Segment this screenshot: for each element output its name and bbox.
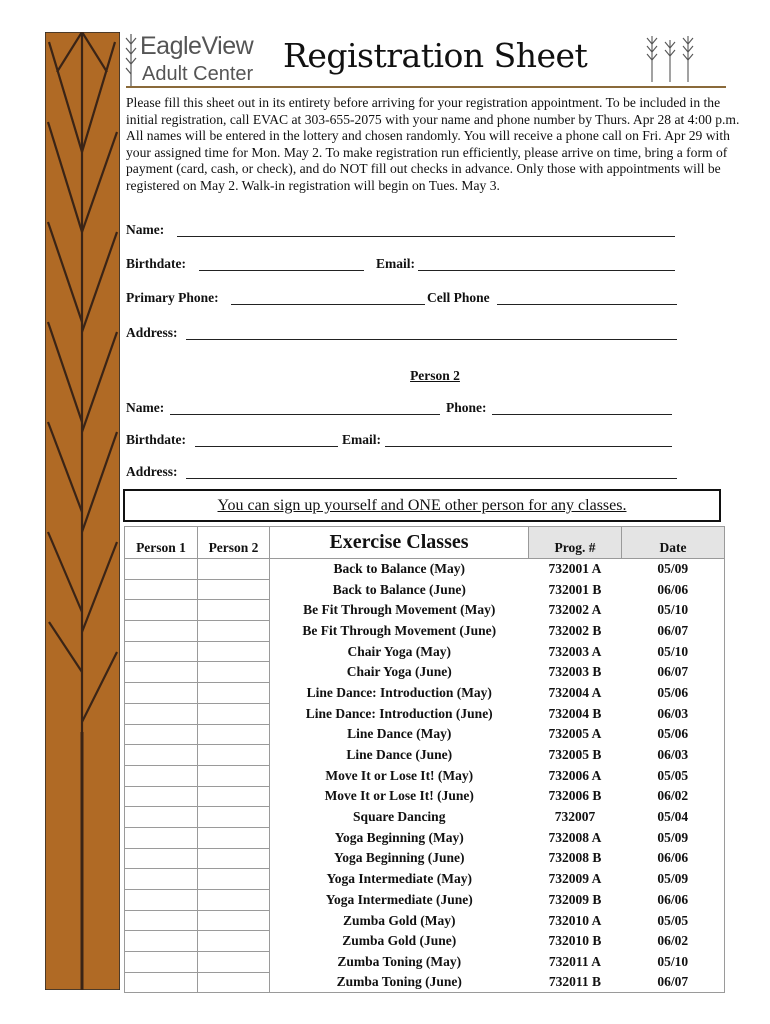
person2-checkbox-cell[interactable] bbox=[198, 848, 270, 869]
date-cell: 06/03 bbox=[622, 703, 725, 724]
date-cell: 05/04 bbox=[622, 807, 725, 828]
class-name-cell: Zumba Toning (May) bbox=[337, 953, 462, 969]
date-cell: 06/07 bbox=[622, 662, 725, 683]
date-cell: 06/07 bbox=[622, 972, 725, 993]
class-name-cell: Yoga Intermediate (May) bbox=[326, 871, 472, 887]
person2-address-field[interactable] bbox=[186, 478, 677, 479]
class-name-cell: Move It or Lose It! (May) bbox=[325, 767, 474, 783]
person1-checkbox-cell[interactable] bbox=[125, 890, 198, 911]
class-name-cell: Zumba Toning (June) bbox=[270, 972, 529, 993]
date-cell: 05/10 bbox=[622, 600, 725, 621]
prog-number-cell: 732010 A bbox=[548, 912, 602, 928]
table-row bbox=[125, 641, 725, 662]
class-name-cell: Yoga Intermediate (June) bbox=[325, 891, 473, 907]
person2-phone-label: Phone: bbox=[446, 400, 487, 415]
date-cell: 06/06 bbox=[622, 890, 725, 911]
person2-checkbox-cell[interactable] bbox=[198, 952, 270, 973]
prog-number-cell: 732001 A bbox=[548, 561, 602, 577]
person2-checkbox-cell[interactable] bbox=[198, 786, 270, 807]
person1-checkbox-cell[interactable] bbox=[125, 786, 198, 807]
person1-checkbox-cell[interactable] bbox=[125, 807, 198, 828]
date-cell: 05/10 bbox=[622, 641, 725, 662]
person2-checkbox-cell[interactable] bbox=[198, 910, 270, 931]
person2-header: Person 2 bbox=[198, 527, 270, 559]
person1-checkbox-cell[interactable] bbox=[125, 600, 198, 621]
prog-number-cell: 732009 B bbox=[548, 891, 602, 907]
class-name-cell: Back to Balance (May) bbox=[333, 561, 466, 577]
prog-number-cell: 732009 A bbox=[548, 871, 602, 887]
table-row bbox=[125, 621, 725, 642]
table-header-row bbox=[125, 527, 725, 559]
prog-number-cell: 732007 bbox=[554, 809, 596, 825]
table-row bbox=[125, 910, 725, 931]
person2-checkbox-cell[interactable] bbox=[198, 869, 270, 890]
primary-phone-label: Primary Phone: bbox=[126, 290, 219, 305]
person2-checkbox-cell[interactable] bbox=[198, 621, 270, 642]
table-row bbox=[125, 683, 725, 704]
birthdate-label: Birthdate: bbox=[126, 256, 186, 271]
person1-checkbox-cell[interactable] bbox=[125, 972, 198, 993]
classes-table bbox=[124, 526, 725, 993]
prog-number-cell: 732005 B bbox=[548, 747, 602, 763]
date-cell: 05/09 bbox=[622, 869, 725, 890]
person1-checkbox-cell[interactable] bbox=[125, 579, 198, 600]
date-cell: 05/10 bbox=[622, 952, 725, 973]
primary-phone-field[interactable] bbox=[231, 304, 425, 305]
email-label: Email: bbox=[376, 256, 415, 271]
class-name-cell: Chair Yoga (June) bbox=[346, 664, 452, 680]
person1-checkbox-cell[interactable] bbox=[125, 621, 198, 642]
date-header: Date bbox=[622, 527, 725, 559]
table-row bbox=[125, 559, 725, 580]
person1-checkbox-cell[interactable] bbox=[125, 703, 198, 724]
prog-number-cell: 732011 B bbox=[529, 972, 622, 993]
person2-checkbox-cell[interactable] bbox=[198, 890, 270, 911]
person1-checkbox-cell[interactable] bbox=[125, 910, 198, 931]
table-row bbox=[125, 745, 725, 766]
table-row bbox=[125, 848, 725, 869]
person1-checkbox-cell[interactable] bbox=[125, 724, 198, 745]
person1-checkbox-cell[interactable] bbox=[125, 765, 198, 786]
table-row bbox=[125, 890, 725, 911]
person1-checkbox-cell[interactable] bbox=[125, 952, 198, 973]
page-title: Registration Sheet bbox=[283, 36, 588, 75]
table-row bbox=[125, 952, 725, 973]
class-name-cell: Line Dance: Introduction (May) bbox=[306, 684, 492, 700]
prog-number-cell: 732004 A bbox=[548, 684, 602, 700]
person1-checkbox-cell[interactable] bbox=[125, 931, 198, 952]
prog-number-cell: 732004 B bbox=[548, 705, 602, 721]
person2-name-field[interactable] bbox=[170, 414, 440, 415]
class-name-cell: Be Fit Through Movement (May) bbox=[303, 602, 496, 618]
person2-phone-field[interactable] bbox=[492, 414, 672, 415]
date-cell: 05/05 bbox=[622, 910, 725, 931]
prog-number-cell: 732003 B bbox=[548, 664, 602, 680]
person2-checkbox-cell[interactable] bbox=[198, 683, 270, 704]
logo-text-line1: EagleView bbox=[140, 32, 254, 60]
person2-name-label: Name: bbox=[126, 400, 165, 415]
class-name-cell: Move It or Lose It! (June) bbox=[324, 788, 474, 804]
table-row bbox=[125, 600, 725, 621]
class-name-cell: Line Dance (May) bbox=[347, 726, 452, 742]
class-name-cell: Back to Balance (June) bbox=[332, 581, 466, 597]
table-row bbox=[125, 972, 725, 993]
prog-number-cell: 732008 B bbox=[548, 850, 602, 866]
person2-checkbox-cell[interactable] bbox=[198, 559, 270, 580]
prog-number-cell: 732011 A bbox=[548, 953, 602, 969]
person2-address-label: Address: bbox=[126, 464, 178, 479]
table-row bbox=[125, 765, 725, 786]
table-row bbox=[125, 807, 725, 828]
prog-number-cell: 732003 A bbox=[548, 643, 602, 659]
date-cell: 06/06 bbox=[622, 848, 725, 869]
prog-number-cell: 732001 B bbox=[548, 581, 602, 597]
tree-illustration bbox=[45, 32, 120, 990]
table-row bbox=[125, 724, 725, 745]
date-cell: 06/02 bbox=[622, 786, 725, 807]
class-name-cell: Zumba Gold (June) bbox=[342, 933, 457, 949]
table-row bbox=[125, 662, 725, 683]
person2-checkbox-cell[interactable] bbox=[198, 972, 270, 993]
person1-checkbox-cell[interactable] bbox=[125, 662, 198, 683]
date-cell: 05/09 bbox=[622, 559, 725, 580]
person2-checkbox-cell[interactable] bbox=[198, 807, 270, 828]
date-cell: 05/05 bbox=[622, 765, 725, 786]
person2-checkbox-cell[interactable] bbox=[198, 745, 270, 766]
person2-checkbox-cell[interactable] bbox=[198, 765, 270, 786]
prog-number-cell: 732002 A bbox=[548, 602, 602, 618]
person2-checkbox-cell[interactable] bbox=[198, 579, 270, 600]
person1-checkbox-cell[interactable] bbox=[125, 869, 198, 890]
person2-heading: Person 2 bbox=[410, 368, 460, 383]
email-field[interactable] bbox=[418, 270, 675, 271]
person1-checkbox-cell[interactable] bbox=[125, 827, 198, 848]
class-name-cell: Yoga Beginning (June) bbox=[333, 850, 465, 866]
tree-decoration-icon bbox=[640, 34, 720, 84]
table-row bbox=[125, 827, 725, 848]
prog-number-cell: 732010 B bbox=[548, 933, 602, 949]
logo-text-line2: Adult Center bbox=[142, 63, 254, 85]
person2-checkbox-cell[interactable] bbox=[198, 641, 270, 662]
class-name-cell: Chair Yoga (May) bbox=[347, 643, 451, 659]
person1-checkbox-cell[interactable] bbox=[125, 745, 198, 766]
prog-number-cell: 732006 A bbox=[548, 767, 602, 783]
person1-checkbox-cell[interactable] bbox=[125, 683, 198, 704]
person2-email-label: Email: bbox=[342, 432, 381, 447]
prog-number-cell: 732006 B bbox=[548, 788, 602, 804]
table-row bbox=[125, 703, 725, 724]
person2-birthdate-label: Birthdate: bbox=[126, 432, 186, 447]
date-cell: 06/07 bbox=[622, 621, 725, 642]
signup-notice-text: You can sign up yourself and ONE other person for any classes. bbox=[217, 497, 627, 514]
class-name-cell: Yoga Beginning (May) bbox=[334, 829, 464, 845]
person1-header: Person 1 bbox=[125, 527, 198, 559]
person2-checkbox-cell[interactable] bbox=[198, 827, 270, 848]
person2-checkbox-cell[interactable] bbox=[198, 724, 270, 745]
person1-checkbox-cell[interactable] bbox=[125, 559, 198, 580]
date-cell: 06/06 bbox=[622, 579, 725, 600]
date-cell: 05/09 bbox=[622, 827, 725, 848]
cell-phone-label: Cell Phone bbox=[427, 290, 490, 305]
person1-checkbox-cell[interactable] bbox=[125, 848, 198, 869]
name-field[interactable] bbox=[177, 236, 675, 237]
person2-checkbox-cell[interactable] bbox=[198, 600, 270, 621]
class-name-cell: Line Dance: Introduction (June) bbox=[305, 705, 493, 721]
prog-number-cell: 732008 A bbox=[548, 829, 602, 845]
intro-paragraph: Please fill this sheet out in its entirety before arriving for your registration appointment. To be included in the initial registration, call EVAC at 303-655-2075 with your name and phone number by Thurs. Apr 28 at 4:00 p.m. All names will be entered in the lottery and chosen randomly. You will receive a phone call on Fri. Apr 29 with your assigned time for Mon. May 2. To make registration run efficiently, please arrive on time, bring a form of payment (card, cash, or check), and do NOT fill out checks in advance. Only those with appointments will be registered on May 2. Walk-in registration will begin on Tues. May 3. bbox=[126, 95, 740, 193]
table-row bbox=[125, 931, 725, 952]
prog-number-header: Prog. # bbox=[529, 527, 622, 559]
class-name-cell: Be Fit Through Movement (June) bbox=[302, 622, 497, 638]
person2-checkbox-cell[interactable] bbox=[198, 662, 270, 683]
person1-checkbox-cell[interactable] bbox=[125, 641, 198, 662]
person2-checkbox-cell[interactable] bbox=[198, 931, 270, 952]
date-cell: 06/02 bbox=[622, 931, 725, 952]
table-row bbox=[125, 579, 725, 600]
date-cell: 05/06 bbox=[622, 724, 725, 745]
table-row bbox=[125, 869, 725, 890]
class-name-cell: Zumba Gold (May) bbox=[342, 912, 456, 928]
prog-number-cell: 732002 B bbox=[548, 622, 602, 638]
date-cell: 05/06 bbox=[622, 683, 725, 704]
person2-birthdate-field[interactable] bbox=[195, 446, 338, 447]
name-label: Name: bbox=[126, 222, 165, 237]
class-name-cell: Line Dance (June) bbox=[346, 747, 453, 763]
prog-number-cell: 732005 A bbox=[548, 726, 602, 742]
person2-email-field[interactable] bbox=[385, 446, 672, 447]
signup-notice bbox=[123, 489, 721, 522]
birthdate-field[interactable] bbox=[199, 270, 364, 271]
class-name-cell: Square Dancing bbox=[353, 809, 446, 825]
address-field[interactable] bbox=[186, 339, 677, 340]
header-divider bbox=[126, 86, 726, 88]
table-row bbox=[125, 786, 725, 807]
person2-checkbox-cell[interactable] bbox=[198, 703, 270, 724]
date-cell: 06/03 bbox=[622, 745, 725, 766]
exercise-classes-header: Exercise Classes bbox=[270, 527, 529, 559]
cell-phone-field[interactable] bbox=[497, 304, 677, 305]
address-label: Address: bbox=[126, 325, 178, 340]
